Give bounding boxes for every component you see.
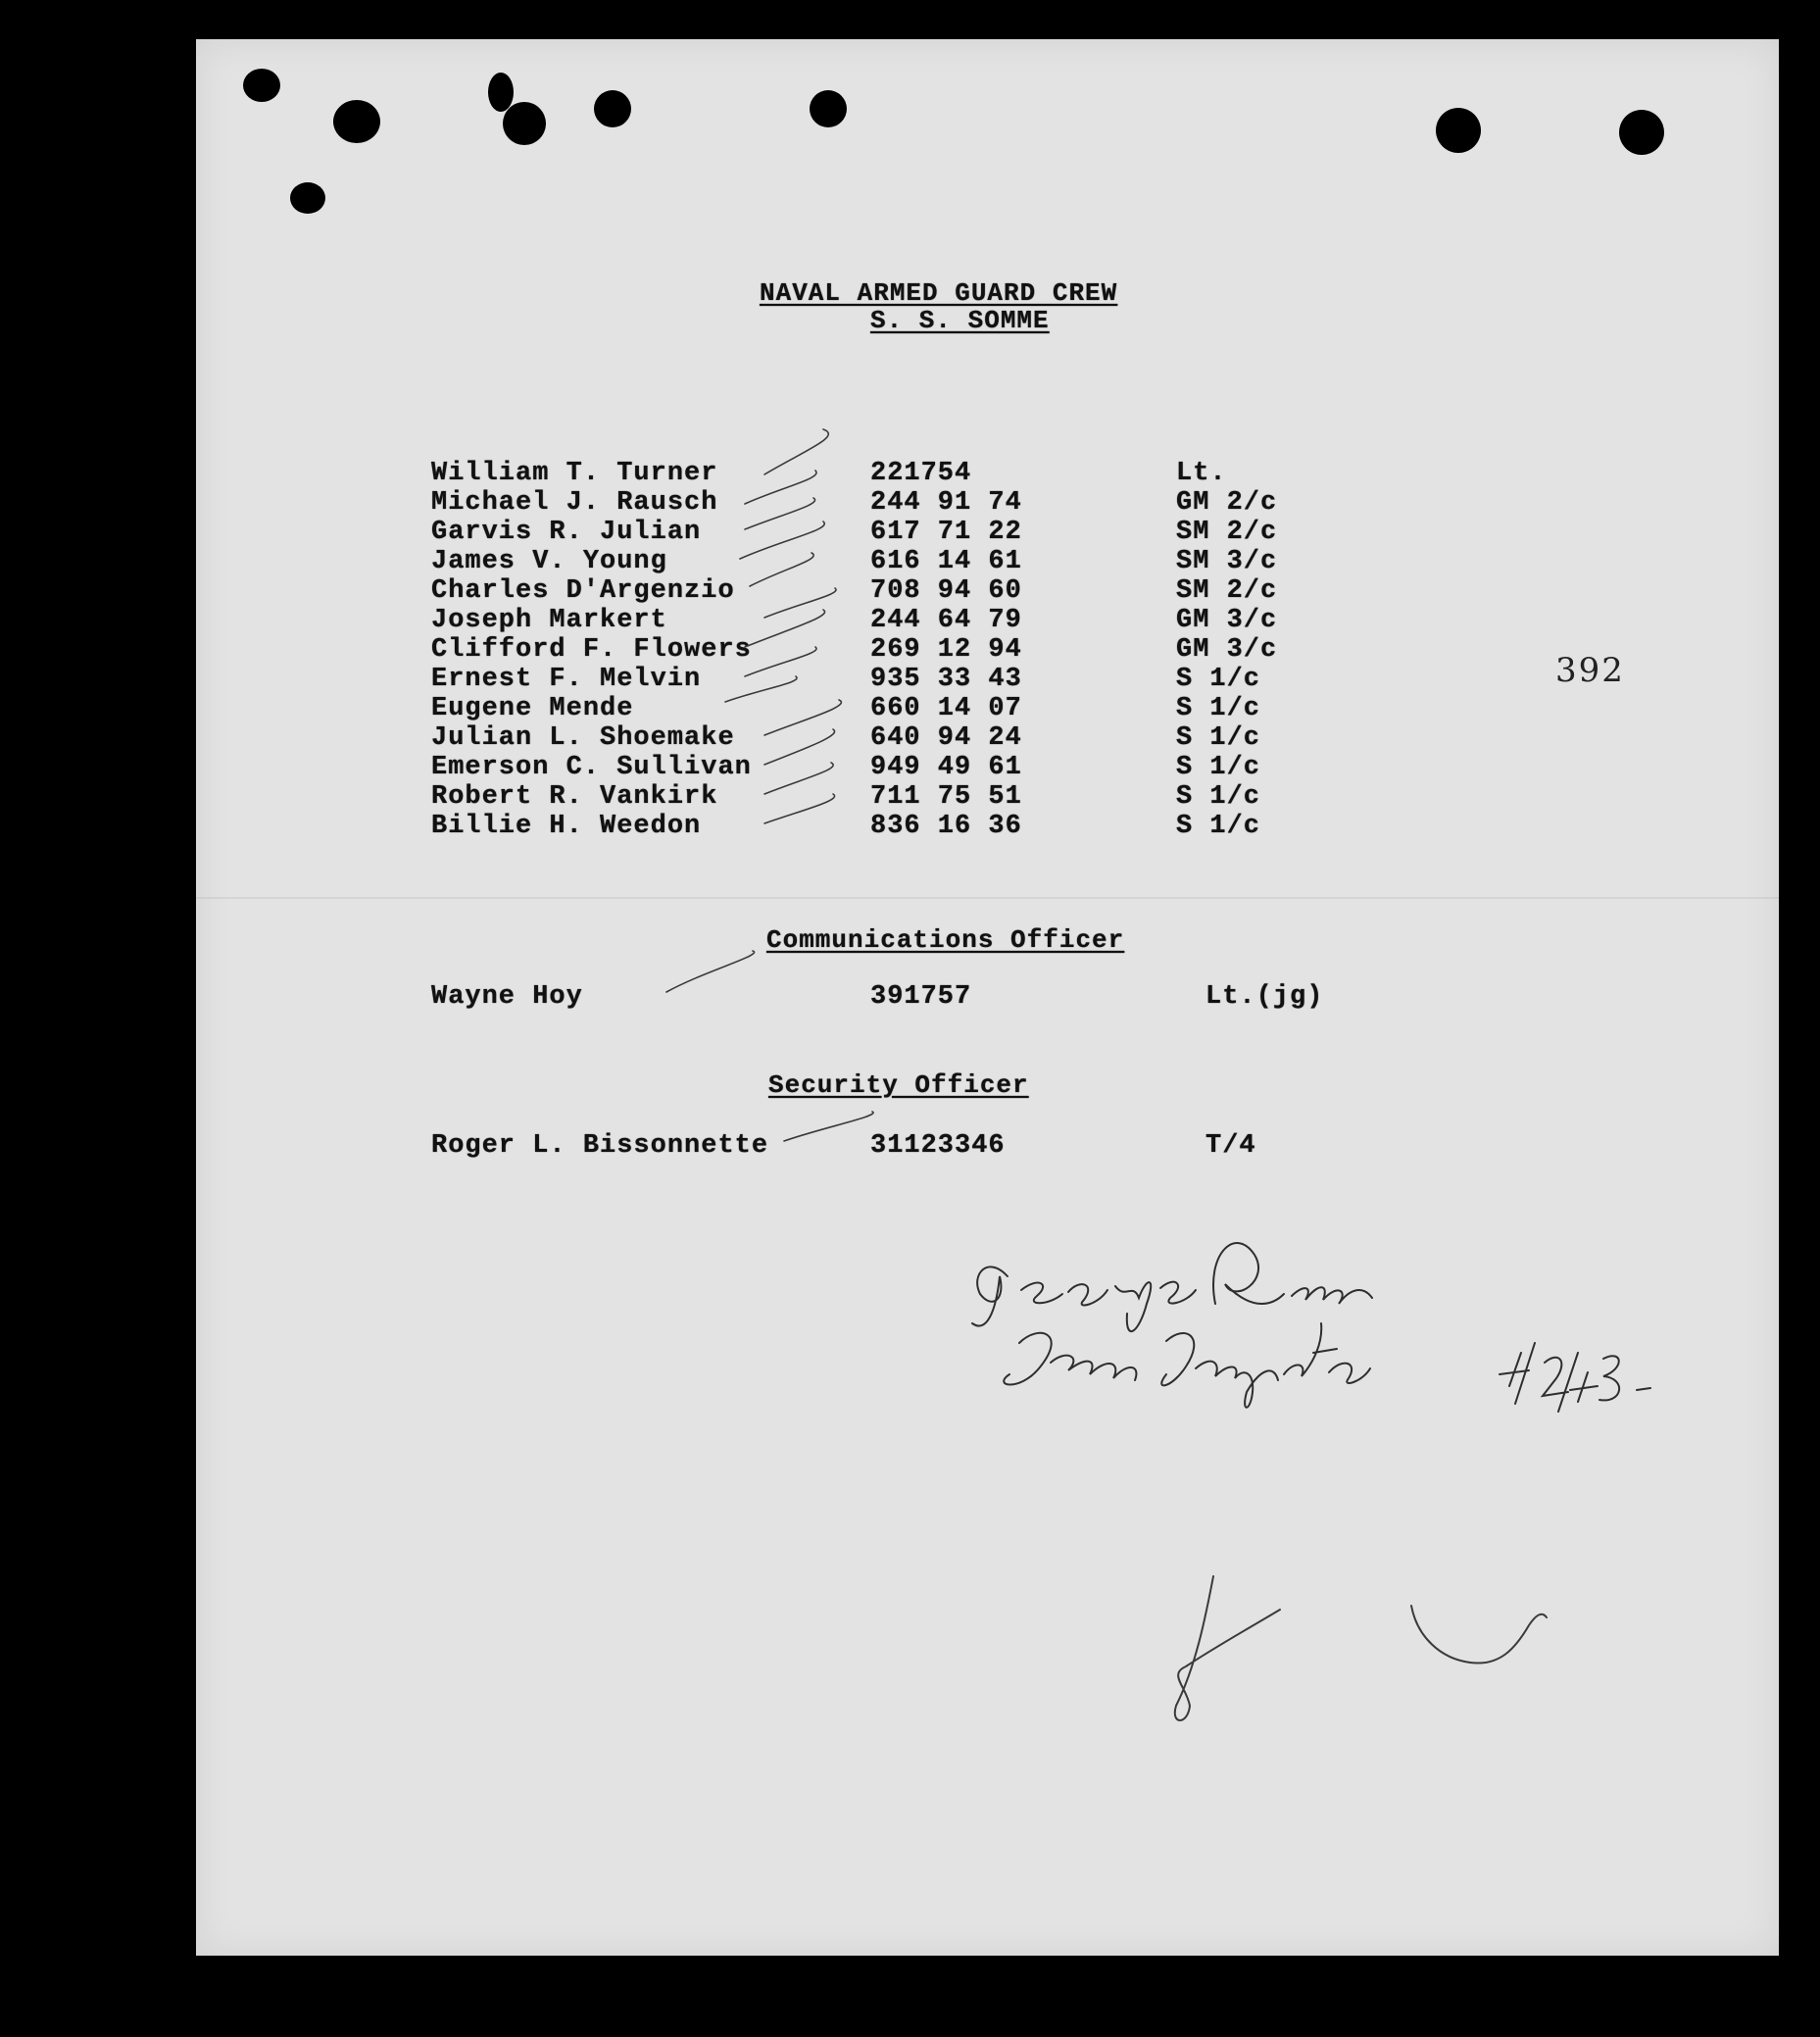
crew-rate: Lt.	[1176, 459, 1227, 488]
service-number: 711 75 51	[870, 782, 1022, 812]
crew-rate: S 1/c	[1176, 694, 1261, 723]
service-number: 640 94 24	[870, 723, 1022, 753]
crew-name: Garvis R. Julian	[431, 518, 702, 547]
crew-name: Clifford F. Flowers	[431, 635, 752, 665]
crew-name: Charles D'Argenzio	[431, 576, 735, 606]
page-number: 392	[1555, 651, 1625, 690]
crew-rate: S 1/c	[1176, 665, 1261, 694]
crew-rate: SM 2/c	[1176, 518, 1278, 547]
service-number: 244 64 79	[870, 606, 1022, 635]
crew-name: Julian L. Shoemake	[431, 723, 735, 753]
crew-rate: GM 3/c	[1176, 606, 1278, 635]
service-number: 391757	[870, 982, 972, 1012]
crew-rate: GM 2/c	[1176, 488, 1278, 518]
communications-heading: Communications Officer	[766, 925, 1125, 955]
service-number: 244 91 74	[870, 488, 1022, 518]
service-number: 616 14 61	[870, 547, 1022, 576]
crew-name: Billie H. Weedon	[431, 812, 702, 841]
crew-rate: SM 2/c	[1176, 576, 1278, 606]
officer-name: Roger L. Bissonnette	[431, 1131, 769, 1161]
service-number: 935 33 43	[870, 665, 1022, 694]
crew-name: James V. Young	[431, 547, 667, 576]
crew-name: Joseph Markert	[431, 606, 667, 635]
document-page	[196, 39, 1779, 1956]
signature	[972, 1243, 1650, 1412]
service-number: 836 16 36	[870, 812, 1022, 841]
document-title: NAVAL ARMED GUARD CREW	[760, 278, 1118, 308]
crew-name: Ernest F. Melvin	[431, 665, 702, 694]
ship-name: S. S. SOMME	[870, 306, 1050, 335]
crew-name: Robert R. Vankirk	[431, 782, 718, 812]
crew-name: William T. Turner	[431, 459, 718, 488]
service-number: 949 49 61	[870, 753, 1022, 782]
crew-rate: S 1/c	[1176, 812, 1261, 841]
check-marks	[666, 429, 873, 1141]
service-number: 221754	[870, 459, 972, 488]
initials	[1175, 1576, 1547, 1720]
crew-rate: S 1/c	[1176, 753, 1261, 782]
crew-rate: S 1/c	[1176, 782, 1261, 812]
officer-rate: T/4	[1205, 1131, 1256, 1161]
service-number: 660 14 07	[870, 694, 1022, 723]
handwriting-layer	[196, 39, 1779, 1956]
security-heading: Security Officer	[768, 1070, 1029, 1100]
service-number: 269 12 94	[870, 635, 1022, 665]
crew-rate: GM 3/c	[1176, 635, 1278, 665]
service-number: 31123346	[870, 1131, 1006, 1161]
crew-name: Emerson C. Sullivan	[431, 753, 752, 782]
service-number: 617 71 22	[870, 518, 1022, 547]
crew-name: Eugene Mende	[431, 694, 634, 723]
service-number: 708 94 60	[870, 576, 1022, 606]
officer-rate: Lt.(jg)	[1205, 982, 1324, 1012]
crew-name: Michael J. Rausch	[431, 488, 718, 518]
crew-rate: SM 3/c	[1176, 547, 1278, 576]
officer-name: Wayne Hoy	[431, 982, 583, 1012]
crew-rate: S 1/c	[1176, 723, 1261, 753]
